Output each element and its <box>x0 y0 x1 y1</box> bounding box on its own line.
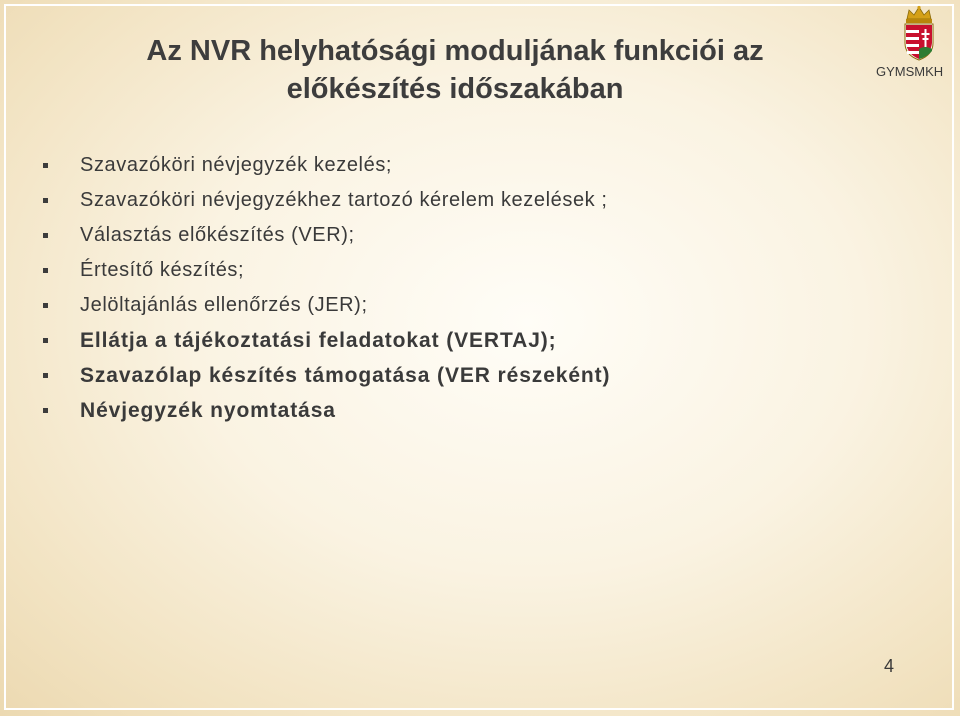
bullet-marker-icon <box>43 163 48 168</box>
bullet-text: Jelöltajánlás ellenőrzés (JER); <box>80 294 368 316</box>
bullet-text: Ellátja a tájékoztatási feladatokat (VERTAJ); <box>80 328 557 352</box>
bullet-item <box>40 183 610 218</box>
bullet-item <box>40 288 610 323</box>
bullet-marker-icon <box>43 373 48 378</box>
bullet-marker-icon <box>43 338 48 343</box>
bullet-item <box>40 253 610 288</box>
bullet-marker-icon <box>43 268 48 273</box>
bullet-text: Szavazóköri névjegyzék kezelés; <box>80 154 393 176</box>
bullet-text: Szavazólap készítés támogatása (VER részeként) <box>80 363 611 387</box>
title-line-1: Az NVR helyhatósági moduljának funkciói az <box>146 35 764 67</box>
bullet-list <box>40 148 610 428</box>
bullet-text: Értesítő készítés; <box>80 259 245 281</box>
bullet-marker-icon <box>43 408 48 413</box>
bullet-item <box>40 393 610 428</box>
bullet-item <box>40 323 610 358</box>
title-line-2: előkészítés időszakában <box>286 73 624 105</box>
bullet-marker-icon <box>43 198 48 203</box>
bullet-marker-icon <box>43 233 48 238</box>
bullet-marker-icon <box>43 303 48 308</box>
slide-title <box>20 32 890 108</box>
page-number: 4 <box>884 656 895 676</box>
bullet-text: Választás előkészítés (VER); <box>80 224 355 246</box>
bullet-text: Szavazóköri névjegyzékhez tartozó kérelem kezelések ; <box>80 189 608 211</box>
bullet-text: Névjegyzék nyomtatása <box>80 398 336 422</box>
bullet-item <box>40 358 610 393</box>
hungarian-coat-of-arms-icon <box>897 5 941 61</box>
bullet-item <box>40 148 610 183</box>
organization-label: GYMSMKH <box>876 64 944 79</box>
bullet-item <box>40 218 610 253</box>
